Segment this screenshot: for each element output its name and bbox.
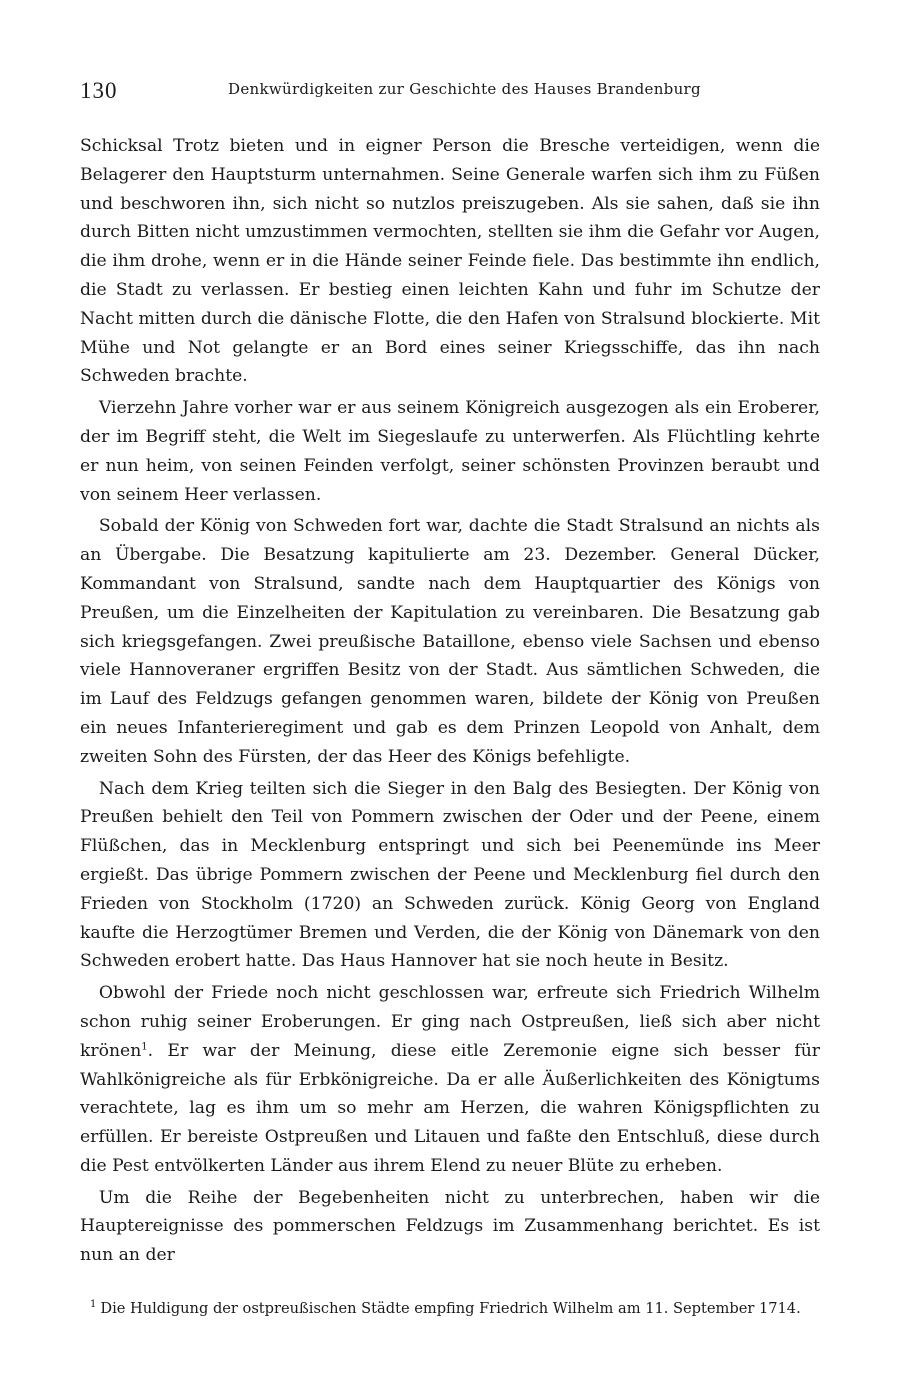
footnote-text: Die Huldigung der ostpreußischen Städte empfing Friedrich Wilhelm am 11. September 1714. [100,1299,801,1317]
running-head: Denkwürdigkeiten zur Geschichte des Hauses Brandenburg [228,80,701,98]
paragraph [80,979,820,1181]
paragraph: Um die Reihe der Begebenheiten nicht zu unterbrechen, haben wir die Hauptereignisse des pommerschen Feldzugs im Zusammenhang berichtet. Es ist nun an der [80,1187,820,1266]
paragraph-text: . Er war der Meinung, diese eitle Zeremonie eigne sich besser für Wahlkönigreiche als für Erbkönigreiche. Da er alle Äußerlichkeiten des Königtums verachtete, lag es ihm um so mehr am Herzen, die wahren Königspflichten zu erfüllen. Er bereiste Ostpreußen und Litauen und faßte den Entschluß, diese durch die Pest entvölkerten Länder aus ihrem Elend zu neuer Blüte zu erheben. [80,1040,820,1176]
page-header [80,76,820,106]
paragraph: Schicksal Trotz bieten und in eigner Person die Bresche verteidigen, wenn die Belagerer den Hauptsturm unternahmen. Seine Generale warfen sich ihm zu Füßen und beschworen ihn, sich nicht so nutzlos preiszugeben. Als sie sahen, daß sie ihn durch Bitten nicht umzustimmen vermochten, stellten sie ihm die Gefahr vor Augen, die ihm drohe, wenn er in die Hände seiner Feinde fiele. Das bestimmte ihn endlich, die Stadt zu verlassen. Er bestieg einen leichten Kahn und fuhr im Schutze der Nacht mitten durch die dänische Flotte, die den Hafen von Stralsund blockierte. Mit Mühe und Not gelangte er an Bord eines seiner Kriegsschiffe, das ihn nach Schweden brachte. [80,136,820,387]
paragraph-text: Obwohl der Friede noch nicht geschlossen war, erfreute sich Friedrich Wilhelm schon ruhig seiner Eroberungen. Er ging nach Ostpreußen, ließ sich aber nicht krönen [80,983,820,1061]
paragraph: Vierzehn Jahre vorher war er aus seinem Königreich ausgezogen als ein Eroberer, der im Begriff steht, die Welt im Siegeslaufe zu unterwerfen. Als Flüchtling kehrte er nun heim, von seinen Feinden verfolgt, seiner schönsten Provinzen beraubt und von seinem Heer verlassen. [80,398,820,505]
footnote [80,1294,830,1320]
paragraph: Sobald der König von Schweden fort war, dachte die Stadt Stralsund an nichts als an Übergabe. Die Besatzung kapitulierte am 23. Dezember. General Dücker, Kommandant von Stralsund, sandte nach dem Hauptquartier des Königs von Preußen, um die Einzelheiten der Kapitulation zu vereinbaren. Die Besatzung gab sich kriegsgefangen. Zwei preußische Bataillone, ebenso viele Sachsen und ebenso viele Hannoveraner ergriffen Besitz von der Stadt. Aus sämtlichen Schweden, die im Lauf des Feldzugs gefangen genommen waren, bildete der König von Preußen ein neues Infanterieregiment und gab es dem Prinzen Leopold von Anhalt, dem zweiten Sohn des Fürsten, der das Heer des Königs befehligte. [80,516,820,767]
footnote-mark: 1 [90,1299,97,1310]
page-number: 130 [80,78,118,103]
body-text [80,132,820,1273]
footnote-reference: 1 [141,1040,148,1052]
paragraph: Nach dem Krieg teilten sich die Sieger in den Balg des Besiegten. Der König von Preußen behielt den Teil von Pommern zwischen der Oder und der Peene, einem Flüßchen, das in Mecklenburg entspringt und sich bei Peenemünde ins Meer ergießt. Das übrige Pommern zwischen der Peene und Mecklenburg fiel durch den Frieden von Stockholm (1720) an Schweden zurück. König Georg von England kaufte die Herzogtümer Bremen und Verden, die der König von Dänemark von den Schweden erobert hatte. Das Haus Hannover hat sie noch heute in Besitz. [80,778,820,972]
